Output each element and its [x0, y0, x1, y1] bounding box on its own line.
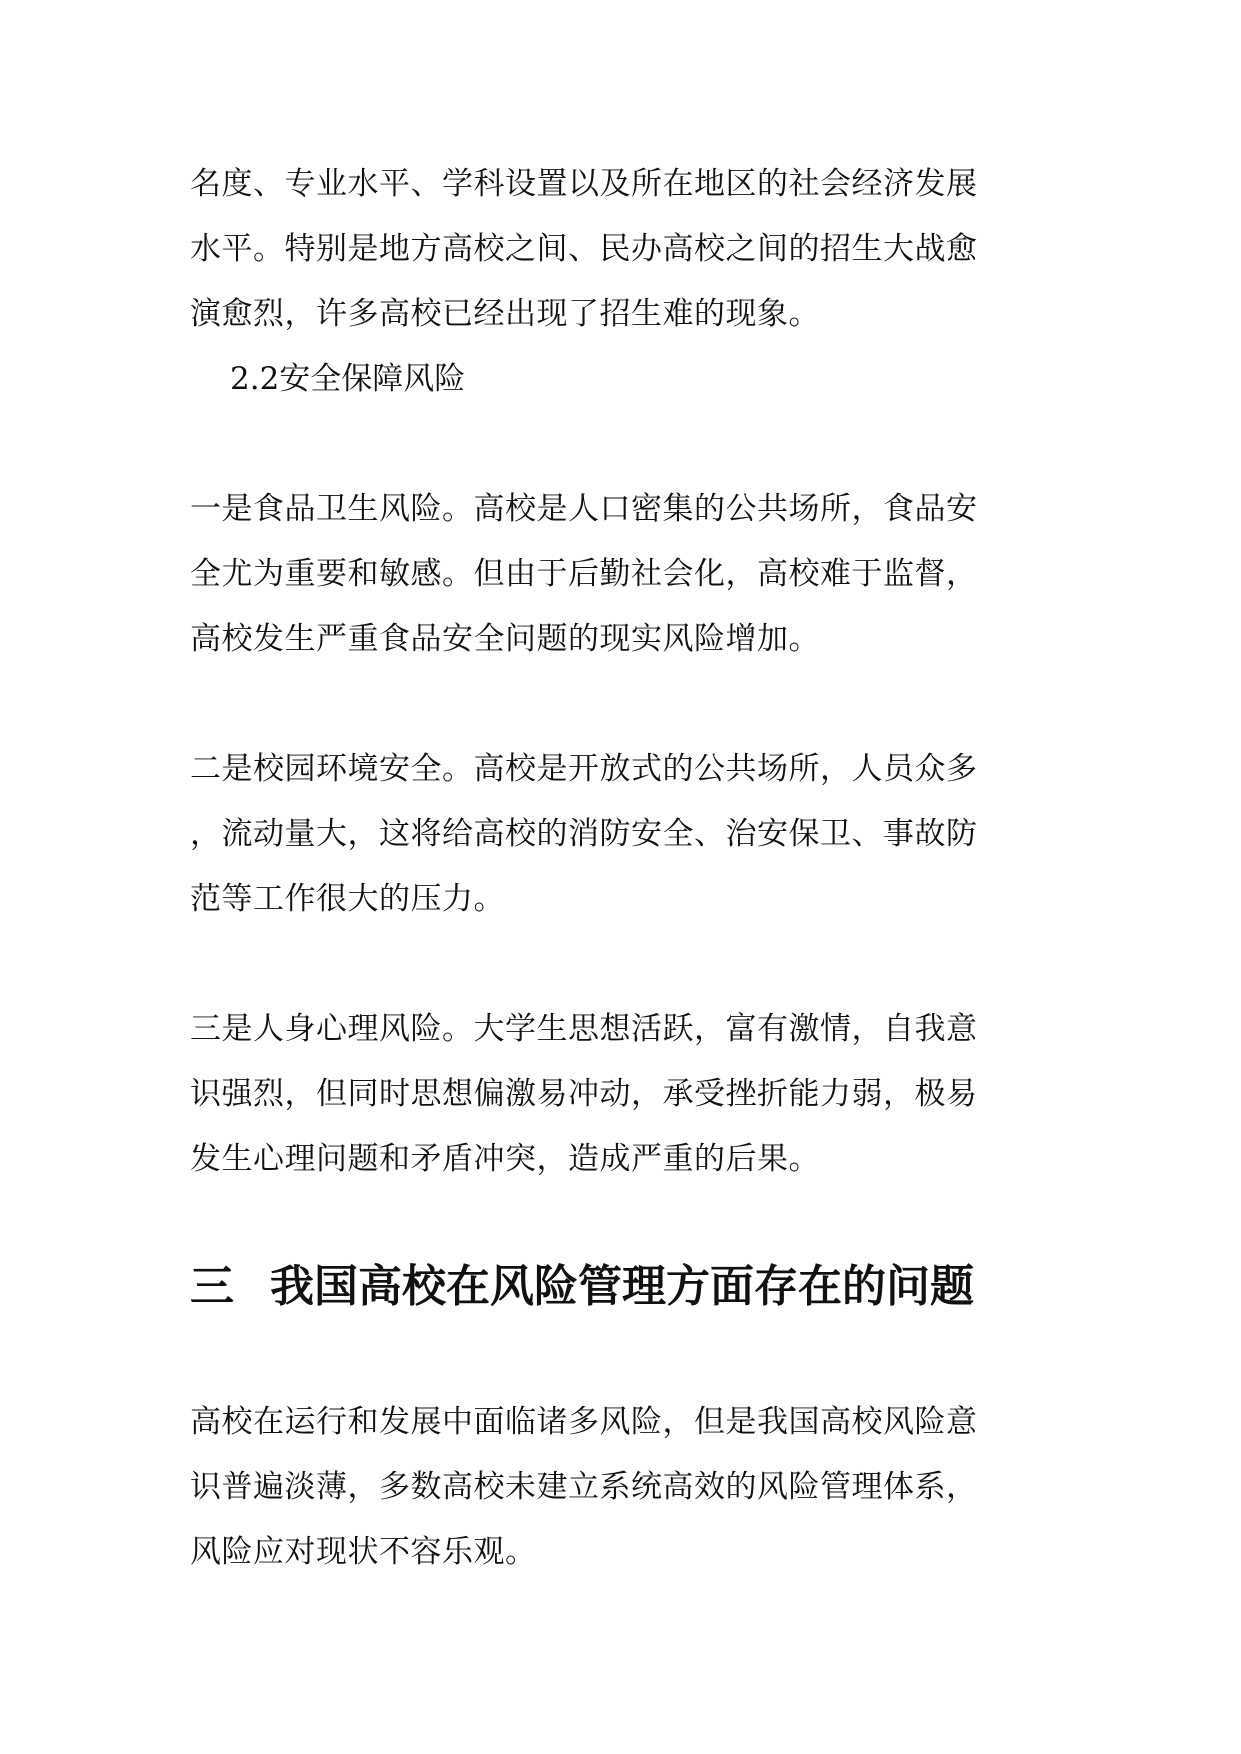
text-line: ，流动量大，这将给高校的消防安全、治安保卫、事故防 [190, 816, 978, 852]
text-line: 高校发生严重食品安全问题的现实风险增加。 [190, 621, 820, 657]
chapter-heading-3 [190, 1247, 1050, 1327]
section-heading-2-2: 2.2安全保障风险 [230, 361, 466, 397]
text-line: 演愈烈，许多高校已经出现了招生难的现象。 [190, 296, 820, 332]
text-line: 风险应对现状不容乐观。 [190, 1534, 537, 1570]
text-line: 高校在运行和发展中面临诸多风险，但是我国高校风险意 [190, 1404, 978, 1440]
paragraph-mental-risk [190, 997, 1030, 1192]
text-line: 范等工作很大的压力。 [190, 881, 505, 917]
text-line: 一是食品卫生风险。高校是人口密集的公共场所，食品安 [190, 491, 978, 527]
paragraph-problems [190, 1390, 1030, 1585]
paragraph-intro [190, 152, 1030, 347]
paragraph-campus-safety [190, 737, 1030, 932]
paragraph-food-safety [190, 477, 1030, 672]
chapter-number: 三 [190, 1261, 234, 1312]
text-line: 识强烈，但同时思想偏激易冲动，承受挫折能力弱，极易 [190, 1076, 978, 1112]
text-line: 名度、专业水平、学科设置以及所在地区的社会经济发展 [190, 166, 978, 202]
text-line: 二是校园环境安全。高校是开放式的公共场所，人员众多 [190, 751, 978, 787]
text-line: 识普遍淡薄，多数高校未建立系统高效的风险管理体系， [190, 1469, 978, 1505]
text-line: 发生心理问题和矛盾冲突，造成严重的后果。 [190, 1141, 820, 1177]
text-line: 全尤为重要和敏感。但由于后勤社会化，高校难于监督， [190, 556, 978, 592]
text-line: 三是人身心理风险。大学生思想活跃，富有激情，自我意 [190, 1011, 978, 1047]
chapter-title: 我国高校在风险管理方面存在的问题 [270, 1261, 974, 1312]
text-line: 水平。特别是地方高校之间、民办高校之间的招生大战愈 [190, 231, 978, 267]
